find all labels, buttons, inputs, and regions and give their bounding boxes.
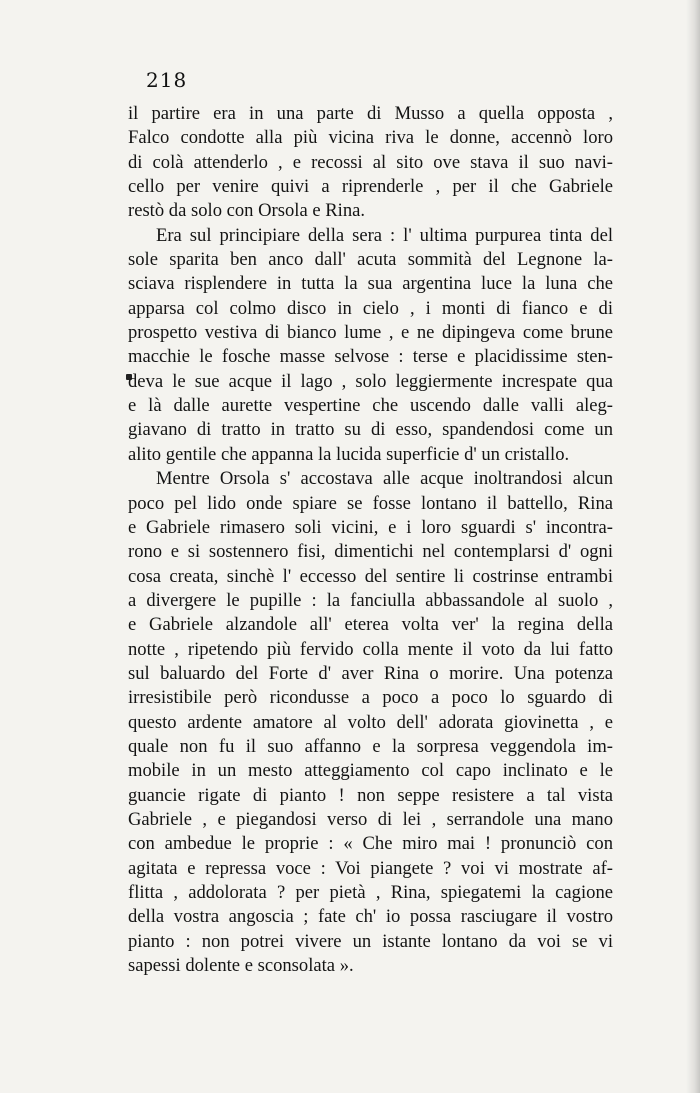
text-line: sole sparita ben anco dall' acuta sommità del Legnone la- — [128, 249, 613, 271]
text-line: sciava risplendere in tutta la sua argentina luce la luna che — [128, 273, 613, 295]
text-line: sul baluardo del Forte d' aver Rina o morire. Una potenza — [128, 662, 613, 684]
text-line: quale non fu il suo affanno e la sorpresa veggendola im- — [128, 735, 613, 757]
text-line: agitata e repressa voce : Voi piangete ? voi vi mostrate af- — [128, 857, 613, 879]
text-line: Era sul principiare della sera : l' ultima purpurea tinta del — [156, 224, 613, 246]
text-line: giavano di tratto in tratto su di esso, spandendosi come un — [128, 419, 613, 441]
text-line: a divergere le pupille : la fanciulla abbassandole al suolo , — [128, 589, 613, 611]
text-line: macchie le fosche masse selvose : terse e placidissime sten- — [128, 346, 613, 368]
text-line: il partire era in una parte di Musso a quella opposta , — [128, 103, 613, 124]
text-line: mobile in un mesto atteggiamento col capo inclinato e le — [128, 760, 613, 782]
text-line: e Gabriele rimasero soli vicini, e i loro sguardi s' incontra- — [128, 516, 613, 538]
paragraph-1 — [128, 102, 613, 224]
paragraph-3 — [128, 467, 613, 978]
text-line: flitta , addolorata ? per pietà , Rina, spiegatemi la cagione — [128, 882, 613, 903]
text-line: della vostra angoscia ; fate ch' io possa rasciugare il vostro — [128, 906, 613, 928]
text-line: alito gentile che appanna la lucida superficie d' un cristallo. — [128, 443, 570, 465]
text-line: questo ardente amatore al volto dell' adorata giovinetta , e — [128, 711, 613, 733]
text-line: Falco condotte alla più vicina riva le donne, accennò loro — [128, 127, 613, 149]
text-line: restò da solo con Orsola e Rina. — [128, 200, 366, 222]
text-line: Gabriele , e piegandosi verso di lei , serrandole una mano — [128, 808, 613, 830]
text-line: di colà attenderlo , e recossi al sito ove stava il suo navi- — [128, 151, 613, 173]
text-line: rono e si sostennero fisi, dimentichi nel contemplarsi d' ogni — [128, 541, 613, 563]
text-line: poco pel lido onde spiare se fosse lontano il battello, Rina — [128, 492, 613, 514]
body-text — [128, 102, 613, 978]
page-edge-shadow — [686, 0, 700, 1093]
text-line: Mentre Orsola s' accostava alle acque inoltrandosi alcun — [156, 468, 613, 490]
text-line: notte , ripetendo più fervido colla mente il voto da lui fatto — [128, 638, 613, 660]
text-line: prospetto vestiva di bianco lume , e ne dipingeva come brune — [128, 322, 613, 344]
text-line: deva le sue acque il lago , solo leggiermente increspate qua — [128, 370, 613, 392]
text-line: sapessi dolente e sconsolata ». — [128, 955, 354, 977]
text-line: con ambedue le proprie : « Che miro mai ! pronunciò con — [128, 833, 613, 855]
page-number: 218 — [146, 68, 188, 92]
text-line: e Gabriele alzandole all' eterea volta ver' la regina della — [128, 614, 613, 636]
text-line: cello per venire quivi a riprenderle , per il che Gabriele — [128, 176, 613, 198]
text-line: cosa creata, sinchè l' eccesso del sentire li costrinse entrambi — [128, 565, 613, 587]
text-line: e là dalle aurette vespertine che uscendo dalle valli aleg- — [128, 395, 613, 417]
paragraph-2 — [128, 224, 613, 467]
text-line: pianto : non potrei vivere un istante lontano da voi se vi — [128, 930, 613, 952]
text-line: apparsa col colmo disco in cielo , i monti di fianco e di — [128, 297, 613, 319]
text-line: irresistibile però ricondusse a poco a poco lo sguardo di — [128, 687, 613, 709]
text-line: guancie rigate di pianto ! non seppe resistere a tal vista — [128, 784, 613, 806]
